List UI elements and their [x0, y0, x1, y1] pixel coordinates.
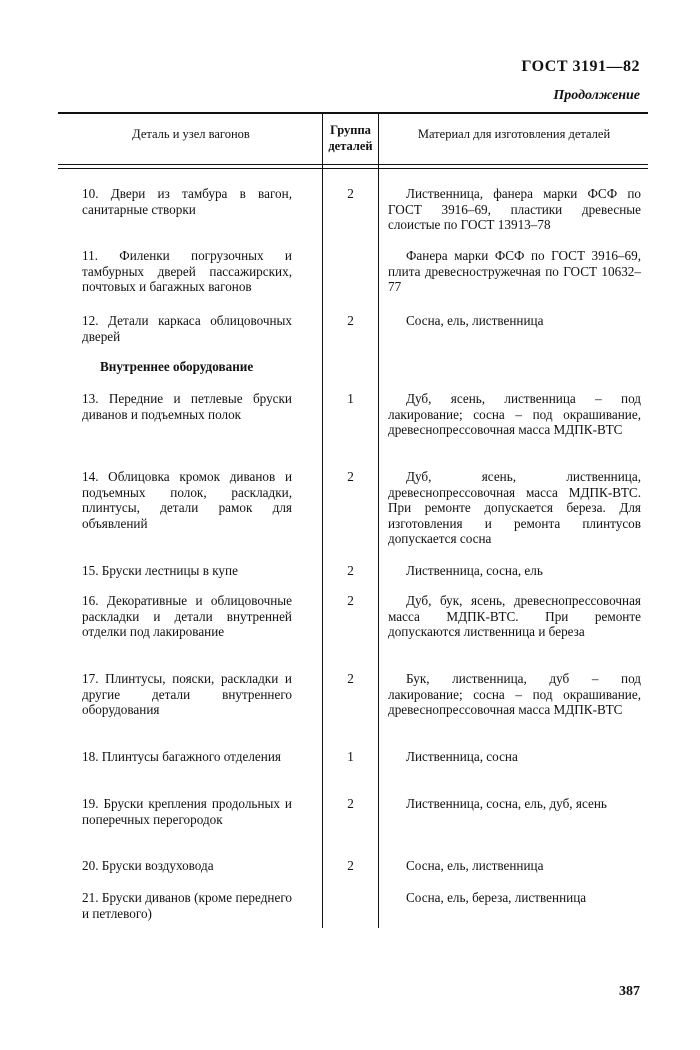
standard-number: ГОСТ 3191—82 — [521, 58, 640, 75]
row-detail — [82, 248, 292, 295]
section-heading: Внутреннее оборудование — [100, 359, 254, 374]
row-material: Сосна, ель, лиственница — [406, 858, 544, 873]
row-detail-text: 18. Плинтусы багажного отделения — [82, 749, 281, 764]
row-group: 1 — [347, 749, 354, 764]
row-material: Сосна, ель, лиственница — [406, 313, 544, 328]
row-detail-text: 19. Бруски крепления продольных и поперечных перегородок — [82, 796, 292, 827]
row-group: 2 — [347, 858, 354, 873]
row-material: Сосна, ель, береза, лиственница — [406, 890, 587, 905]
row-detail — [82, 593, 292, 640]
row-detail-text: 17. Плинтусы, пояски, раскладки и другие детали внутреннего оборудования — [82, 671, 292, 718]
row-detail — [82, 469, 292, 531]
row-detail-text: 16. Декоративные и облицовочные раскладки и детали внутренней отделки под лакирование — [82, 593, 292, 640]
row-material: Дуб, бук, ясень, древеснопрессовочная масса МДПК-ВТС. При ремонте допускаются лиственница и береза — [388, 593, 641, 640]
row-detail — [82, 858, 292, 874]
row-detail-text: 11. Филенки погрузочных и тамбурных дверей пассажирских, почтовых и багажных вагонов — [82, 248, 292, 295]
continuation-label: Продолжение — [553, 88, 640, 103]
row-group: 2 — [347, 671, 354, 686]
column-divider — [378, 113, 379, 928]
row-material: Бук, лиственница, дуб – под лакирование; сосна – под окрашивание, древеснопрессовочная масса МДПК-ВТС — [388, 671, 641, 718]
row-group: 2 — [347, 186, 354, 201]
table-top-rule — [58, 112, 648, 114]
column-header-group: Группа деталей — [328, 123, 373, 153]
row-detail — [82, 890, 292, 921]
row-detail — [82, 563, 292, 579]
row-group: 2 — [347, 313, 354, 328]
row-group: 2 — [347, 593, 354, 608]
row-material: Лиственница, фанера марки ФСФ по ГОСТ 3916–69, пластики древесные слоистые по ГОСТ 13913–78 — [388, 186, 641, 233]
row-material: Дуб, ясень, лиственница, древеснопрессовочная масса МДПК-ВТС. При ремонте допускается береза. Для изготовления и ремонта плинтусов допускается сосна — [388, 469, 641, 547]
row-material: Дуб, ясень, лиственница – под лакирование; сосна – под окрашивание, древеснопрессовочная масса МДПК-ВТС — [388, 391, 641, 438]
row-material: Лиственница, сосна, ель — [406, 563, 543, 578]
row-detail-text: 13. Передние и петлевые бруски диванов и подъемных полок — [82, 391, 292, 422]
header-bottom-rule-double — [58, 168, 648, 169]
row-detail-text: 14. Облицовка кромок диванов и подъемных полок, раскладки, плинтусы, детали рамок для объявлений — [82, 469, 292, 531]
row-material: Лиственница, сосна, ель, дуб, ясень — [406, 796, 607, 811]
page-number: 387 — [619, 984, 640, 999]
row-group: 2 — [347, 563, 354, 578]
row-detail-text: 10. Двери из тамбура в вагон, санитарные створки — [82, 186, 292, 217]
column-header-material: Материал для изготовления деталей — [417, 127, 611, 141]
row-detail — [82, 313, 292, 344]
row-group: 2 — [347, 469, 354, 484]
column-header-detail: Деталь и узел вагонов — [132, 127, 250, 141]
row-detail — [82, 391, 292, 422]
row-material: Фанера марки ФСФ по ГОСТ 3916–69, плита древесностружечная по ГОСТ 10632–77 — [388, 248, 641, 295]
row-material: Лиственница, сосна — [406, 749, 518, 764]
row-detail-text: 15. Бруски лестницы в купе — [82, 563, 238, 578]
row-detail — [82, 749, 292, 765]
row-detail — [82, 186, 292, 217]
row-detail — [82, 671, 292, 718]
row-detail — [82, 796, 292, 827]
row-detail-text: 20. Бруски воздуховода — [82, 858, 214, 873]
header-bottom-rule — [58, 164, 648, 165]
row-group: 2 — [347, 796, 354, 811]
row-group: 1 — [347, 391, 354, 406]
row-detail-text: 21. Бруски диванов (кроме переднего и петлевого) — [82, 890, 292, 921]
row-detail-text: 12. Детали каркаса облицовочных дверей — [82, 313, 292, 344]
